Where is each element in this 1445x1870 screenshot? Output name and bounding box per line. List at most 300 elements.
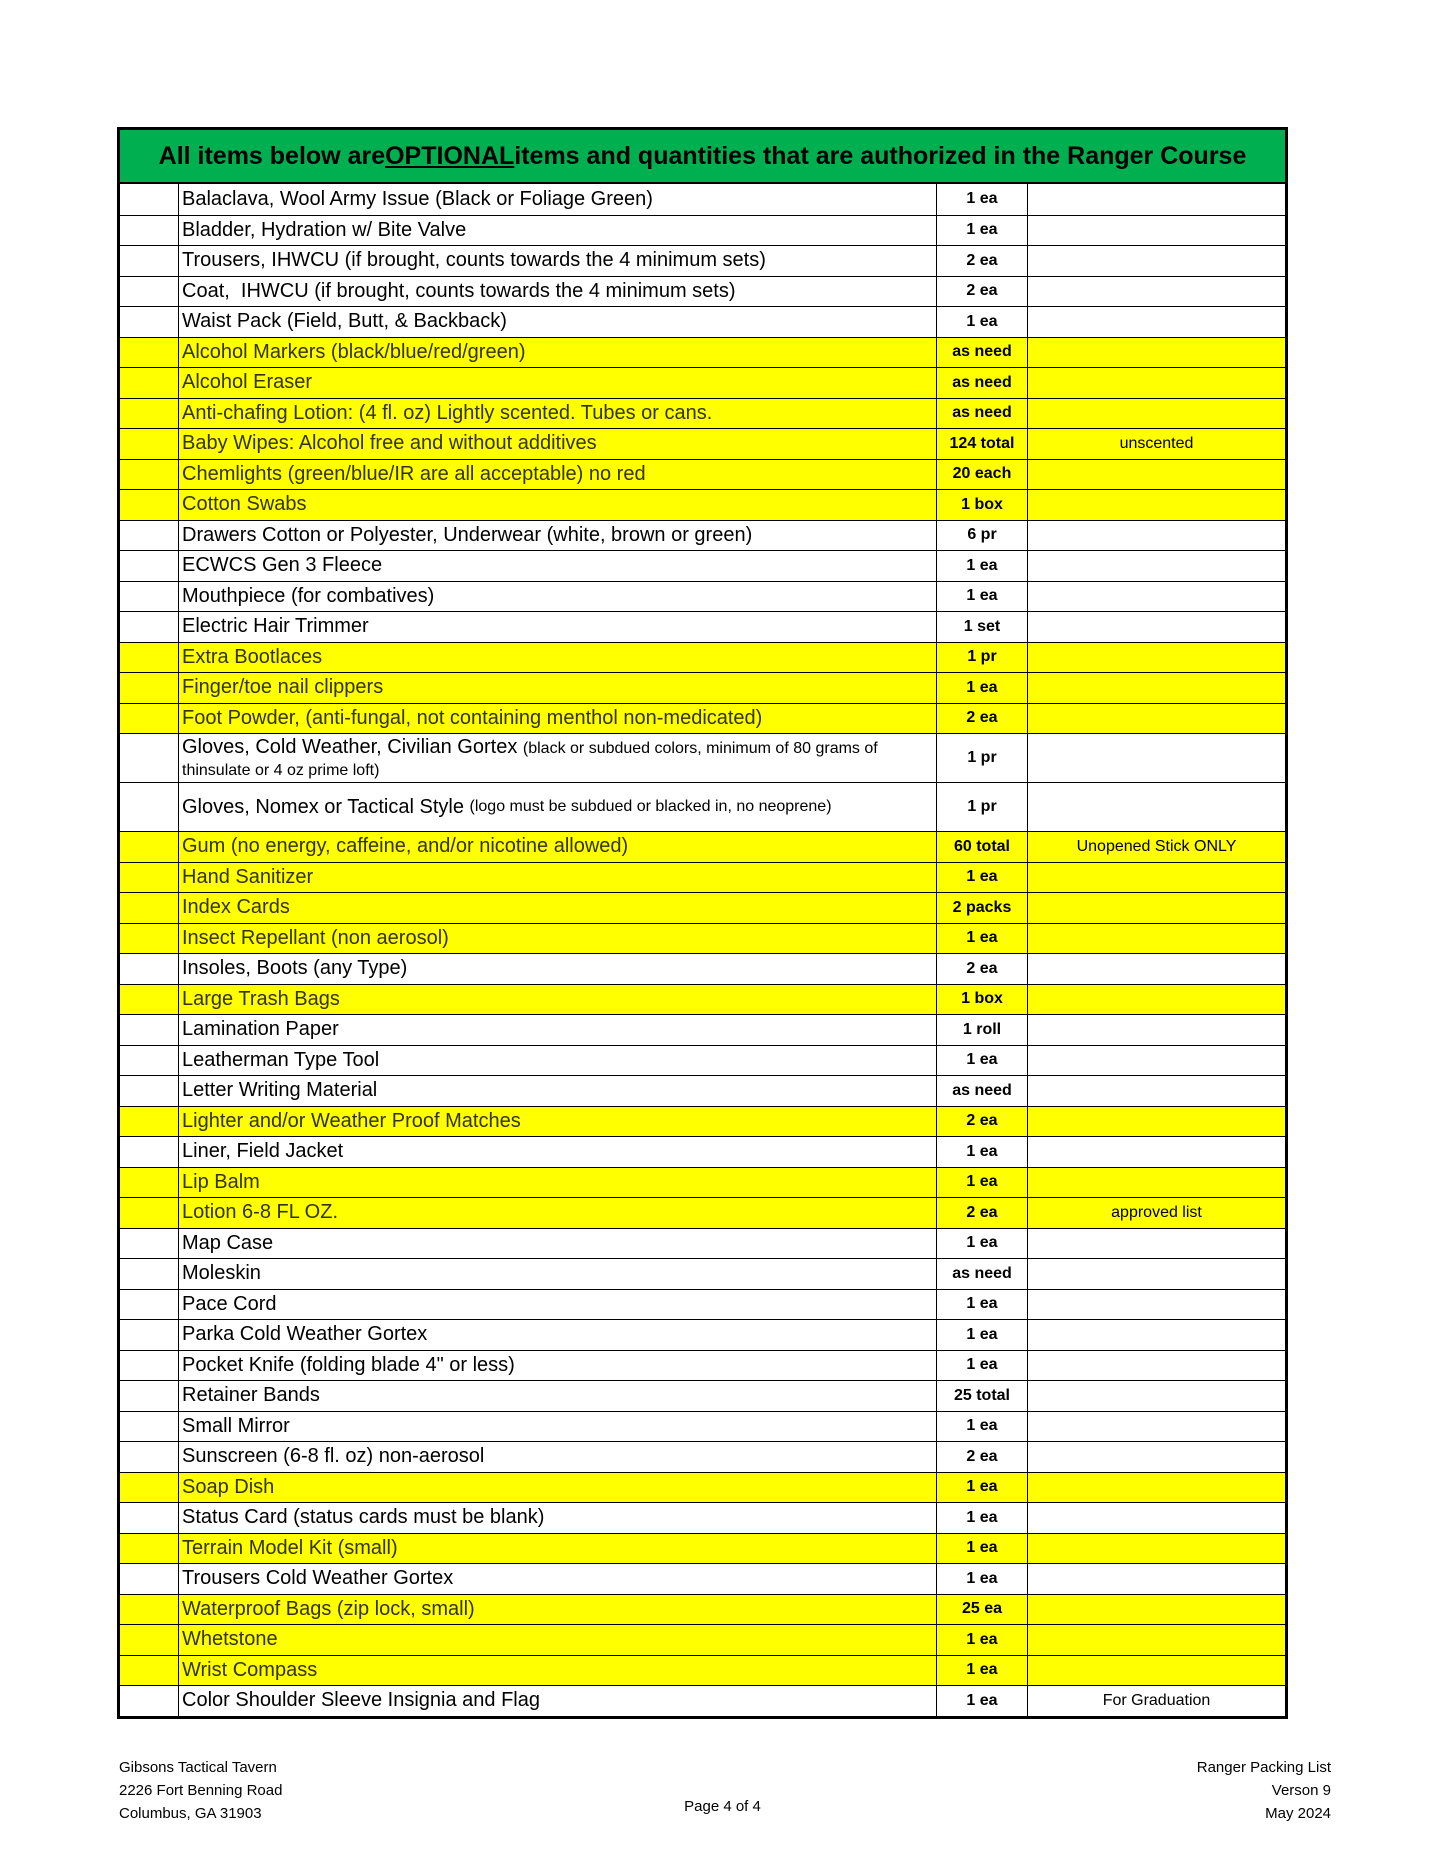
row-check-cell xyxy=(120,1412,178,1442)
table-row xyxy=(120,1167,1285,1198)
row-check-cell xyxy=(120,1595,178,1625)
row-note-cell xyxy=(1027,893,1285,923)
row-item-text: Wrist Compass xyxy=(182,1658,318,1681)
table-row xyxy=(120,1106,1285,1137)
row-note-cell: Unopened Stick ONLY xyxy=(1027,832,1285,862)
row-note-cell xyxy=(1027,1320,1285,1350)
row-note-cell xyxy=(1027,216,1285,246)
row-check-cell xyxy=(120,1259,178,1289)
row-item-cell xyxy=(178,783,936,831)
row-note-cell xyxy=(1027,1534,1285,1564)
row-note-cell xyxy=(1027,1076,1285,1106)
row-item-text: ECWCS Gen 3 Fleece xyxy=(182,554,383,577)
row-check-cell xyxy=(120,1534,178,1564)
table-row xyxy=(120,184,1285,215)
footer-left-line: Columbus, GA 31903 xyxy=(119,1805,262,1822)
row-item-text: Liner, Field Jacket xyxy=(182,1140,344,1163)
row-quantity-cell: 1 roll xyxy=(936,1015,1027,1045)
table-row xyxy=(120,1411,1285,1442)
row-note-cell xyxy=(1027,246,1285,276)
table-row xyxy=(120,1441,1285,1472)
row-item-text: Soap Dish xyxy=(182,1475,275,1498)
row-item-text: Index Cards xyxy=(182,896,290,919)
row-note-cell xyxy=(1027,985,1285,1015)
table-row xyxy=(120,428,1285,459)
footer-right-line: May 2024 xyxy=(1265,1805,1331,1822)
row-item-cell xyxy=(178,521,936,551)
row-item-cell xyxy=(178,1351,936,1381)
row-quantity-cell: 1 ea xyxy=(936,863,1027,893)
table-row xyxy=(120,831,1285,862)
row-note-cell xyxy=(1027,1564,1285,1594)
row-quantity-cell: 1 ea xyxy=(936,216,1027,246)
row-item-cell xyxy=(178,1320,936,1350)
table-row xyxy=(120,1594,1285,1625)
row-item-text: Gloves, Nomex or Tactical Style xyxy=(182,795,470,818)
row-quantity-cell: 1 ea xyxy=(936,551,1027,581)
row-item-text: Lip Balm xyxy=(182,1170,260,1193)
row-item-cell xyxy=(178,954,936,984)
table-row xyxy=(120,1136,1285,1167)
row-item-cell xyxy=(178,1168,936,1198)
row-note-cell: approved list xyxy=(1027,1198,1285,1228)
row-item-cell xyxy=(178,863,936,893)
row-quantity-cell: 1 pr xyxy=(936,783,1027,831)
row-item-text: Lotion 6-8 FL OZ. xyxy=(182,1201,338,1224)
row-note-cell: For Graduation xyxy=(1027,1686,1285,1716)
row-quantity-cell: 1 ea xyxy=(936,1046,1027,1076)
row-item-text: Small Mirror xyxy=(182,1414,290,1437)
row-item-text: Status Card (status cards must be blank) xyxy=(182,1506,545,1529)
row-note-cell xyxy=(1027,1503,1285,1533)
table-row xyxy=(120,782,1285,831)
row-note-cell xyxy=(1027,1381,1285,1411)
row-note-cell xyxy=(1027,673,1285,703)
table-row xyxy=(120,489,1285,520)
row-item-text: Waist Pack (Field, Butt, & Backback) xyxy=(182,310,507,333)
row-quantity-cell: 1 ea xyxy=(936,1534,1027,1564)
table-row xyxy=(120,1472,1285,1503)
row-note-cell xyxy=(1027,490,1285,520)
row-check-cell xyxy=(120,1442,178,1472)
row-quantity-cell: 1 ea xyxy=(936,184,1027,215)
row-item-cell xyxy=(178,1595,936,1625)
row-quantity-cell: 2 ea xyxy=(936,1198,1027,1228)
row-item-text: Moleskin xyxy=(182,1262,261,1285)
row-quantity-cell: 6 pr xyxy=(936,521,1027,551)
row-item-cell xyxy=(178,924,936,954)
table-row xyxy=(120,1014,1285,1045)
row-note-cell xyxy=(1027,924,1285,954)
row-note-cell xyxy=(1027,277,1285,307)
table-row xyxy=(120,672,1285,703)
packing-list-table xyxy=(117,127,1288,1719)
table-row xyxy=(120,984,1285,1015)
row-item-text: Lighter and/or Weather Proof Matches xyxy=(182,1109,521,1132)
row-quantity-cell: 1 pr xyxy=(936,734,1027,782)
row-quantity-cell: 1 ea xyxy=(936,1320,1027,1350)
row-item-cell xyxy=(178,490,936,520)
row-quantity-cell: as need xyxy=(936,1259,1027,1289)
row-note-cell xyxy=(1027,521,1285,551)
row-quantity-cell: as need xyxy=(936,338,1027,368)
row-quantity-cell: 1 ea xyxy=(936,1473,1027,1503)
row-item-text: Gum (no energy, caffeine, and/or nicotine allowed) xyxy=(182,835,629,858)
row-quantity-cell: 2 ea xyxy=(936,246,1027,276)
row-quantity-cell: 2 ea xyxy=(936,1107,1027,1137)
table-row xyxy=(120,862,1285,893)
row-quantity-cell: 25 ea xyxy=(936,1595,1027,1625)
row-quantity-cell: 1 ea xyxy=(936,1229,1027,1259)
row-item-text: Cotton Swabs xyxy=(182,493,307,516)
row-check-cell xyxy=(120,924,178,954)
table-row xyxy=(120,245,1285,276)
row-item-cell xyxy=(178,216,936,246)
table-row xyxy=(120,1228,1285,1259)
row-note-cell xyxy=(1027,612,1285,642)
row-item-text: Coat, IHWCU (if brought, counts towards the 4 minimum sets) xyxy=(182,279,736,302)
table-row xyxy=(120,923,1285,954)
row-item-text: Letter Writing Material xyxy=(182,1079,378,1102)
table-row xyxy=(120,611,1285,642)
row-check-cell xyxy=(120,460,178,490)
row-item-text: Waterproof Bags (zip lock, small) xyxy=(182,1597,475,1620)
row-note-cell xyxy=(1027,1290,1285,1320)
table-row xyxy=(120,1655,1285,1686)
table-header xyxy=(120,130,1285,184)
row-check-cell xyxy=(120,1198,178,1228)
row-check-cell xyxy=(120,551,178,581)
table-row xyxy=(120,1258,1285,1289)
row-note-cell xyxy=(1027,582,1285,612)
row-check-cell xyxy=(120,1625,178,1655)
row-item-text: Color Shoulder Sleeve Insignia and Flag xyxy=(182,1689,540,1712)
row-item-text: Extra Bootlaces xyxy=(182,645,323,668)
row-item-cell xyxy=(178,1656,936,1686)
row-item-text: Pocket Knife (folding blade 4" or less) xyxy=(182,1353,515,1376)
row-quantity-cell: 2 ea xyxy=(936,954,1027,984)
row-item-text: Anti-chafing Lotion: (4 fl. oz) Lightly scented. Tubes or cans. xyxy=(182,401,713,424)
row-note-cell xyxy=(1027,307,1285,337)
row-item-cell xyxy=(178,1564,936,1594)
page-number: Page 4 of 4 xyxy=(684,1798,761,1815)
row-check-cell xyxy=(120,1290,178,1320)
table-row xyxy=(120,953,1285,984)
row-note-cell: unscented xyxy=(1027,429,1285,459)
row-item-text: Insect Repellant (non aerosol) xyxy=(182,926,449,949)
row-quantity-cell: 2 ea xyxy=(936,1442,1027,1472)
table-row xyxy=(120,1380,1285,1411)
footer-left-line: Gibsons Tactical Tavern xyxy=(119,1759,277,1776)
row-check-cell xyxy=(120,734,178,782)
footer-right-line: Verson 9 xyxy=(1271,1782,1331,1799)
row-item-text: Whetstone xyxy=(182,1628,278,1651)
row-item-cell xyxy=(178,1381,936,1411)
row-check-cell xyxy=(120,399,178,429)
row-check-cell xyxy=(120,1015,178,1045)
row-item-cell xyxy=(178,551,936,581)
row-item-text: Insoles, Boots (any Type) xyxy=(182,957,408,980)
row-quantity-cell: 1 ea xyxy=(936,1137,1027,1167)
row-check-cell xyxy=(120,1564,178,1594)
row-item-cell xyxy=(178,277,936,307)
row-note-cell xyxy=(1027,734,1285,782)
row-item-cell xyxy=(178,1046,936,1076)
row-note-cell xyxy=(1027,399,1285,429)
table-row xyxy=(120,276,1285,307)
table-row xyxy=(120,733,1285,782)
row-note-cell xyxy=(1027,783,1285,831)
row-item-cell xyxy=(178,1625,936,1655)
row-item-text: Retainer Bands xyxy=(182,1384,320,1407)
row-quantity-cell: 1 ea xyxy=(936,1686,1027,1716)
row-item-cell xyxy=(178,673,936,703)
row-item-cell xyxy=(178,1107,936,1137)
row-check-cell xyxy=(120,368,178,398)
row-item-cell xyxy=(178,1229,936,1259)
row-item-cell xyxy=(178,1290,936,1320)
row-item-text: Hand Sanitizer xyxy=(182,865,314,888)
row-quantity-cell: 1 ea xyxy=(936,673,1027,703)
row-check-cell xyxy=(120,429,178,459)
row-check-cell xyxy=(120,1107,178,1137)
row-check-cell xyxy=(120,1686,178,1716)
row-quantity-cell: 1 box xyxy=(936,985,1027,1015)
table-row xyxy=(120,520,1285,551)
row-note-cell xyxy=(1027,1473,1285,1503)
row-item-cell xyxy=(178,832,936,862)
row-item-text: Drawers Cotton or Polyester, Underwear (white, brown or green) xyxy=(182,523,753,546)
row-item-cell xyxy=(178,307,936,337)
row-item-cell xyxy=(178,1076,936,1106)
row-item-text: Trousers, IHWCU (if brought, counts towards the 4 minimum sets) xyxy=(182,249,766,272)
row-note-cell xyxy=(1027,1229,1285,1259)
row-note-cell xyxy=(1027,1015,1285,1045)
table-row xyxy=(120,1502,1285,1533)
row-check-cell xyxy=(120,216,178,246)
row-quantity-cell: as need xyxy=(936,1076,1027,1106)
row-check-cell xyxy=(120,643,178,673)
row-note-cell xyxy=(1027,460,1285,490)
row-item-text: Leatherman Type Tool xyxy=(182,1048,380,1071)
row-item-cell xyxy=(178,399,936,429)
row-item-text: Terrain Model Kit (small) xyxy=(182,1536,398,1559)
row-note-cell xyxy=(1027,1351,1285,1381)
table-row xyxy=(120,306,1285,337)
row-check-cell xyxy=(120,1046,178,1076)
row-item-text: Foot Powder, (anti-fungal, not containing menthol non-medicated) xyxy=(182,706,763,729)
table-row xyxy=(120,642,1285,673)
header-text-post: items and quantities that are authorized in the Ranger Course xyxy=(514,141,1247,170)
row-item-cell xyxy=(178,985,936,1015)
table-row xyxy=(120,337,1285,368)
row-quantity-cell: 25 total xyxy=(936,1381,1027,1411)
row-quantity-cell: 1 ea xyxy=(936,924,1027,954)
table-row xyxy=(120,1319,1285,1350)
row-item-cell xyxy=(178,1015,936,1045)
row-note-cell xyxy=(1027,551,1285,581)
row-item-text: Balaclava, Wool Army Issue (Black or Foliage Green) xyxy=(182,187,653,210)
row-item-cell xyxy=(178,734,936,782)
row-item-text: Large Trash Bags xyxy=(182,987,340,1010)
row-item-cell xyxy=(178,1503,936,1533)
row-quantity-cell: 1 ea xyxy=(936,1351,1027,1381)
row-quantity-cell: 60 total xyxy=(936,832,1027,862)
row-note-cell xyxy=(1027,1412,1285,1442)
row-check-cell xyxy=(120,832,178,862)
row-item-cell xyxy=(178,1412,936,1442)
row-quantity-cell: 1 set xyxy=(936,612,1027,642)
row-item-text: Pace Cord xyxy=(182,1292,277,1315)
row-note-cell xyxy=(1027,1442,1285,1472)
row-note-cell xyxy=(1027,184,1285,215)
table-row xyxy=(120,550,1285,581)
row-check-cell xyxy=(120,783,178,831)
row-quantity-cell: 2 packs xyxy=(936,893,1027,923)
row-note-cell xyxy=(1027,1168,1285,1198)
row-check-cell xyxy=(120,1168,178,1198)
table-row xyxy=(120,581,1285,612)
row-quantity-cell: 1 ea xyxy=(936,1656,1027,1686)
row-note-cell xyxy=(1027,368,1285,398)
row-check-cell xyxy=(120,338,178,368)
row-item-cell xyxy=(178,338,936,368)
row-note-cell xyxy=(1027,954,1285,984)
header-text-pre: All items below are xyxy=(158,141,386,170)
row-check-cell xyxy=(120,954,178,984)
row-quantity-cell: 2 ea xyxy=(936,704,1027,734)
row-check-cell xyxy=(120,704,178,734)
row-quantity-cell: 1 pr xyxy=(936,643,1027,673)
row-quantity-cell: 1 box xyxy=(936,490,1027,520)
row-item-cell xyxy=(178,1259,936,1289)
row-check-cell xyxy=(120,612,178,642)
row-check-cell xyxy=(120,893,178,923)
row-item-cell xyxy=(178,1534,936,1564)
table-row xyxy=(120,215,1285,246)
row-quantity-cell: 1 ea xyxy=(936,1625,1027,1655)
row-quantity-cell: 1 ea xyxy=(936,1168,1027,1198)
row-item-detail: (logo must be subdued or blacked in, no neoprene) xyxy=(469,798,832,815)
row-item-text: Map Case xyxy=(182,1231,274,1254)
row-item-cell xyxy=(178,612,936,642)
row-item-text: Mouthpiece (for combatives) xyxy=(182,584,435,607)
row-check-cell xyxy=(120,863,178,893)
row-quantity-cell: 1 ea xyxy=(936,1564,1027,1594)
row-item-cell xyxy=(178,184,936,215)
row-check-cell xyxy=(120,277,178,307)
row-check-cell xyxy=(120,1656,178,1686)
row-check-cell xyxy=(120,1473,178,1503)
row-item-cell xyxy=(178,582,936,612)
row-note-cell xyxy=(1027,338,1285,368)
row-check-cell xyxy=(120,307,178,337)
row-note-cell xyxy=(1027,1107,1285,1137)
row-item-cell xyxy=(178,429,936,459)
row-note-cell xyxy=(1027,704,1285,734)
row-check-cell xyxy=(120,1076,178,1106)
footer-right-line: Ranger Packing List xyxy=(1196,1759,1331,1776)
table-row xyxy=(120,892,1285,923)
row-quantity-cell: as need xyxy=(936,399,1027,429)
row-check-cell xyxy=(120,1503,178,1533)
table-row xyxy=(120,367,1285,398)
table-row xyxy=(120,1624,1285,1655)
row-note-cell xyxy=(1027,1259,1285,1289)
row-item-cell xyxy=(178,643,936,673)
row-item-text: Sunscreen (6-8 fl. oz) non-aerosol xyxy=(182,1445,485,1468)
row-quantity-cell: 1 ea xyxy=(936,582,1027,612)
row-item-cell xyxy=(178,460,936,490)
row-quantity-cell: 1 ea xyxy=(936,1412,1027,1442)
table-row xyxy=(120,1289,1285,1320)
table-row xyxy=(120,459,1285,490)
table-row xyxy=(120,1075,1285,1106)
row-note-cell xyxy=(1027,643,1285,673)
row-note-cell xyxy=(1027,1137,1285,1167)
row-item-cell xyxy=(178,1686,936,1716)
row-item-cell xyxy=(178,246,936,276)
footer-left-line: 2226 Fort Benning Road xyxy=(119,1782,283,1799)
table-row xyxy=(120,1197,1285,1228)
row-item-cell xyxy=(178,893,936,923)
row-item-text: Lamination Paper xyxy=(182,1018,339,1041)
table-row xyxy=(120,1533,1285,1564)
table-row xyxy=(120,398,1285,429)
row-quantity-cell: 20 each xyxy=(936,460,1027,490)
row-check-cell xyxy=(120,1137,178,1167)
row-check-cell xyxy=(120,490,178,520)
row-item-text: Finger/toe nail clippers xyxy=(182,676,384,699)
row-check-cell xyxy=(120,521,178,551)
row-item-cell xyxy=(178,1137,936,1167)
row-item-text: Bladder, Hydration w/ Bite Valve xyxy=(182,218,467,241)
table-row xyxy=(120,1045,1285,1076)
row-check-cell xyxy=(120,582,178,612)
row-item-cell xyxy=(178,368,936,398)
row-check-cell xyxy=(120,1381,178,1411)
row-note-cell xyxy=(1027,1656,1285,1686)
table-row xyxy=(120,1350,1285,1381)
row-check-cell xyxy=(120,985,178,1015)
row-item-text: Electric Hair Trimmer xyxy=(182,615,369,638)
row-item-cell xyxy=(178,1442,936,1472)
row-item-detail: (black or subdued colors, minimum of 80 grams of thinsulate or 4 oz prime loft) xyxy=(182,740,878,779)
row-check-cell xyxy=(120,184,178,215)
row-item-cell xyxy=(178,1473,936,1503)
table-row xyxy=(120,703,1285,734)
row-check-cell xyxy=(120,1351,178,1381)
row-quantity-cell: as need xyxy=(936,368,1027,398)
row-item-text: Gloves, Cold Weather, Civilian Gortex xyxy=(182,736,523,758)
table-row xyxy=(120,1563,1285,1594)
row-quantity-cell: 1 ea xyxy=(936,1290,1027,1320)
row-item-text: Chemlights (green/blue/IR are all acceptable) no red xyxy=(182,462,646,485)
row-quantity-cell: 1 ea xyxy=(936,1503,1027,1533)
row-check-cell xyxy=(120,1320,178,1350)
row-item-text: Baby Wipes: Alcohol free and without additives xyxy=(182,432,597,455)
row-check-cell xyxy=(120,246,178,276)
header-text-emphasis: OPTIONAL xyxy=(385,141,515,170)
row-check-cell xyxy=(120,1229,178,1259)
row-note-cell xyxy=(1027,1046,1285,1076)
row-quantity-cell: 1 ea xyxy=(936,307,1027,337)
footer-document-info xyxy=(1197,1756,1331,1825)
row-note-cell xyxy=(1027,863,1285,893)
table-row xyxy=(120,1685,1285,1716)
row-item-text: Alcohol Eraser xyxy=(182,371,313,394)
row-item-text: Alcohol Markers (black/blue/red/green) xyxy=(182,340,526,363)
